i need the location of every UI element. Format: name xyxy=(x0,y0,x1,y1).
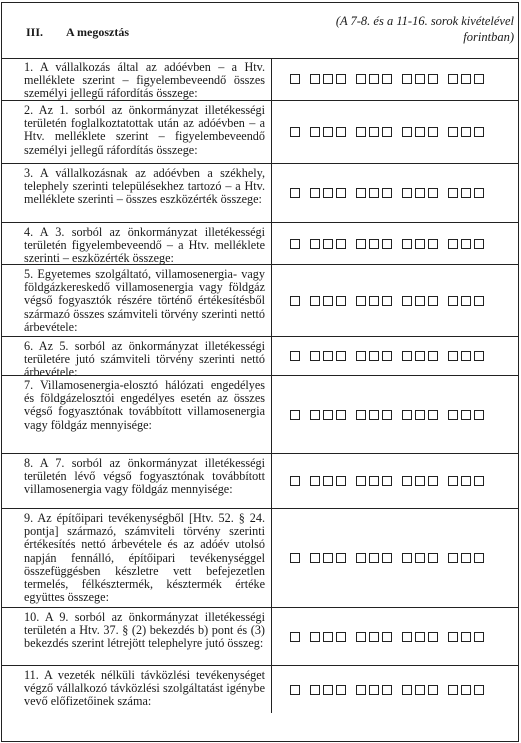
digit-box[interactable] xyxy=(310,685,320,695)
digit-box[interactable] xyxy=(382,553,392,563)
row-label-cell xyxy=(2,223,272,264)
digit-box[interactable] xyxy=(428,351,438,361)
digit-box[interactable] xyxy=(310,296,320,306)
row-label-cell xyxy=(2,608,272,665)
digit-box[interactable] xyxy=(382,632,392,642)
form-row xyxy=(2,509,518,608)
digit-box[interactable] xyxy=(290,188,300,198)
form-row xyxy=(2,337,518,380)
digit-box[interactable] xyxy=(428,476,438,486)
digit-box[interactable] xyxy=(415,410,425,420)
digit-box[interactable] xyxy=(461,685,471,695)
digit-box[interactable] xyxy=(415,296,425,306)
row-label-cell xyxy=(2,164,272,222)
form-section-iii xyxy=(1,2,519,742)
digit-box[interactable] xyxy=(382,188,392,198)
row-label: 3. A vállalkozásnak az adóévben a székhely, telephely szerinti településekhez tartozó – a Htv. melléklete szerinti – összes eszközérték összege: xyxy=(24,166,265,207)
digit-box[interactable] xyxy=(323,410,333,420)
digit-box[interactable] xyxy=(323,127,333,137)
digit-box[interactable] xyxy=(474,632,484,642)
digit-box[interactable] xyxy=(474,553,484,563)
digit-box[interactable] xyxy=(336,296,346,306)
digit-input-boxes xyxy=(290,350,487,362)
row-label-cell xyxy=(2,454,272,508)
digit-box[interactable] xyxy=(323,685,333,695)
section-number: III. xyxy=(26,25,44,39)
digit-box[interactable] xyxy=(448,685,458,695)
digit-box[interactable] xyxy=(369,188,379,198)
digit-box[interactable] xyxy=(369,685,379,695)
row-label: 8. A 7. sorból az önkormányzat illetékességi területén lévő végső fogyasztónak továbbított villamosenergia vagy földgáz mennyisége: xyxy=(24,456,265,497)
digit-box[interactable] xyxy=(369,632,379,642)
digit-box[interactable] xyxy=(402,553,412,563)
digit-box[interactable] xyxy=(461,410,471,420)
digit-box[interactable] xyxy=(415,632,425,642)
digit-box[interactable] xyxy=(448,188,458,198)
digit-box[interactable] xyxy=(290,296,300,306)
digit-box[interactable] xyxy=(336,188,346,198)
digit-box[interactable] xyxy=(402,296,412,306)
digit-box[interactable] xyxy=(415,553,425,563)
digit-box[interactable] xyxy=(415,74,425,84)
digit-box[interactable] xyxy=(336,410,346,420)
digit-box[interactable] xyxy=(415,239,425,249)
digit-box[interactable] xyxy=(290,685,300,695)
form-row xyxy=(2,376,518,454)
digit-box[interactable] xyxy=(448,296,458,306)
digit-box[interactable] xyxy=(382,296,392,306)
row-label: 6. Az 5. sorból az önkormányzat illetékességi területére jutó számviteli törvény szerinti nettó árbevétele: xyxy=(24,339,265,380)
digit-box[interactable] xyxy=(323,632,333,642)
row-label: 5. Egyetemes szolgáltató, villamosenergia- vagy földgázkereskedő villamosenergia vagy földgáz végső fogyasztók részére történő értékesítésből származó összes számviteli törvény szerinti nettó árbevétele: xyxy=(24,267,265,334)
digit-input-boxes xyxy=(290,73,487,85)
digit-box[interactable] xyxy=(382,685,392,695)
form-row xyxy=(2,666,518,713)
row-label-cell xyxy=(2,666,272,713)
form-row xyxy=(2,58,518,101)
digit-box[interactable] xyxy=(461,632,471,642)
digit-box[interactable] xyxy=(310,127,320,137)
row-label-cell xyxy=(2,265,272,336)
digit-box[interactable] xyxy=(428,239,438,249)
digit-box[interactable] xyxy=(323,476,333,486)
digit-box[interactable] xyxy=(323,74,333,84)
digit-box[interactable] xyxy=(290,410,300,420)
digit-box[interactable] xyxy=(448,74,458,84)
digit-box[interactable] xyxy=(310,553,320,563)
digit-box[interactable] xyxy=(356,553,366,563)
digit-box[interactable] xyxy=(356,685,366,695)
digit-box[interactable] xyxy=(336,74,346,84)
digit-box[interactable] xyxy=(336,632,346,642)
digit-box[interactable] xyxy=(310,632,320,642)
digit-box[interactable] xyxy=(382,476,392,486)
digit-box[interactable] xyxy=(356,127,366,137)
digit-box[interactable] xyxy=(310,188,320,198)
digit-box[interactable] xyxy=(415,685,425,695)
row-label-cell xyxy=(2,58,272,100)
digit-box[interactable] xyxy=(336,127,346,137)
digit-box[interactable] xyxy=(310,239,320,249)
digit-box[interactable] xyxy=(310,476,320,486)
digit-box[interactable] xyxy=(369,553,379,563)
digit-box[interactable] xyxy=(448,410,458,420)
digit-box[interactable] xyxy=(356,632,366,642)
digit-box[interactable] xyxy=(428,74,438,84)
digit-box[interactable] xyxy=(290,476,300,486)
digit-input-boxes xyxy=(290,295,487,307)
digit-box[interactable] xyxy=(290,127,300,137)
section-title: A megosztás xyxy=(66,25,129,39)
digit-box[interactable] xyxy=(323,553,333,563)
row-label-cell xyxy=(2,337,272,380)
digit-box[interactable] xyxy=(382,239,392,249)
row-label: 4. A 3. sorból az önkormányzat illetékességi területén figyelembeveendő – a Htv. melléklete szerinti – eszközérték összege: xyxy=(24,225,265,266)
digit-box[interactable] xyxy=(474,685,484,695)
digit-box[interactable] xyxy=(428,188,438,198)
digit-box[interactable] xyxy=(415,127,425,137)
digit-box[interactable] xyxy=(402,74,412,84)
digit-box[interactable] xyxy=(428,553,438,563)
digit-box[interactable] xyxy=(336,553,346,563)
form-row xyxy=(2,164,518,223)
row-label: 7. Villamosenergia-elosztó hálózati engedélyes és földgázelosztói engedélyes esetén az összes végső fogyasztónak továbbított villamosenergia vagy földgáz mennyisége: xyxy=(24,378,265,432)
digit-input-boxes xyxy=(290,552,487,564)
digit-box[interactable] xyxy=(369,74,379,84)
digit-input-boxes xyxy=(290,684,487,696)
digit-box[interactable] xyxy=(382,127,392,137)
digit-box[interactable] xyxy=(448,632,458,642)
digit-box[interactable] xyxy=(356,296,366,306)
digit-box[interactable] xyxy=(402,127,412,137)
digit-box[interactable] xyxy=(402,239,412,249)
digit-box[interactable] xyxy=(461,296,471,306)
digit-box[interactable] xyxy=(474,127,484,137)
row-label: 10. A 9. sorból az önkormányzat illetékességi területén a Htv. 37. § (2) bekezdés b) pont és (3) bekezdés szerint létrejött telephelyre jutó összeg: xyxy=(24,610,265,651)
digit-box[interactable] xyxy=(369,239,379,249)
digit-box[interactable] xyxy=(310,351,320,361)
digit-box[interactable] xyxy=(323,351,333,361)
section-header xyxy=(2,3,518,59)
digit-box[interactable] xyxy=(323,296,333,306)
digit-box[interactable] xyxy=(474,351,484,361)
digit-box[interactable] xyxy=(336,685,346,695)
row-label: 9. Az építőipari tevékenységből [Htv. 52. § 24. pontja] származó, számviteli törvény szerinti értékesítés nettó árbevétele és az adóév utolsó napján fennálló, építőipari tevékenységgel összefüggésben készletre vett befejezetlen termelés, félkésztermék, késztermék értéke együttes összege: xyxy=(24,511,265,605)
digit-box[interactable] xyxy=(448,127,458,137)
digit-box[interactable] xyxy=(290,553,300,563)
digit-box[interactable] xyxy=(402,188,412,198)
digit-box[interactable] xyxy=(290,632,300,642)
digit-box[interactable] xyxy=(402,632,412,642)
digit-box[interactable] xyxy=(310,74,320,84)
digit-box[interactable] xyxy=(290,74,300,84)
digit-box[interactable] xyxy=(428,632,438,642)
digit-box[interactable] xyxy=(369,127,379,137)
row-label: 2. Az 1. sorból az önkormányzat illetékességi területén foglalkoztatottak után az adóévben – a Htv. melléklete szerint – figyelembeveendő személyi jellegű ráfordítás összege: xyxy=(24,103,265,157)
digit-box[interactable] xyxy=(402,351,412,361)
digit-box[interactable] xyxy=(428,685,438,695)
digit-box[interactable] xyxy=(461,476,471,486)
digit-box[interactable] xyxy=(461,239,471,249)
digit-box[interactable] xyxy=(336,351,346,361)
row-label-cell xyxy=(2,101,272,163)
digit-box[interactable] xyxy=(448,553,458,563)
digit-input-boxes xyxy=(290,475,487,487)
digit-box[interactable] xyxy=(474,476,484,486)
digit-box[interactable] xyxy=(356,351,366,361)
digit-box[interactable] xyxy=(415,188,425,198)
digit-box[interactable] xyxy=(474,74,484,84)
digit-box[interactable] xyxy=(474,239,484,249)
digit-box[interactable] xyxy=(428,127,438,137)
row-label-cell xyxy=(2,509,272,607)
digit-box[interactable] xyxy=(369,476,379,486)
digit-box[interactable] xyxy=(323,188,333,198)
form-row xyxy=(2,101,518,164)
digit-box[interactable] xyxy=(382,351,392,361)
form-row xyxy=(2,454,518,509)
digit-box[interactable] xyxy=(474,188,484,198)
digit-box[interactable] xyxy=(448,239,458,249)
digit-box[interactable] xyxy=(356,188,366,198)
digit-box[interactable] xyxy=(356,410,366,420)
digit-input-boxes xyxy=(290,409,487,421)
digit-box[interactable] xyxy=(415,351,425,361)
digit-box[interactable] xyxy=(428,296,438,306)
digit-box[interactable] xyxy=(382,74,392,84)
digit-box[interactable] xyxy=(474,410,484,420)
digit-box[interactable] xyxy=(461,127,471,137)
digit-box[interactable] xyxy=(290,239,300,249)
digit-input-boxes xyxy=(290,187,487,199)
digit-box[interactable] xyxy=(428,410,438,420)
digit-box[interactable] xyxy=(461,74,471,84)
digit-box[interactable] xyxy=(461,553,471,563)
digit-box[interactable] xyxy=(461,188,471,198)
digit-box[interactable] xyxy=(461,351,471,361)
digit-box[interactable] xyxy=(382,410,392,420)
digit-box[interactable] xyxy=(474,296,484,306)
digit-box[interactable] xyxy=(336,476,346,486)
digit-box[interactable] xyxy=(369,410,379,420)
digit-input-boxes xyxy=(290,631,487,643)
digit-box[interactable] xyxy=(448,476,458,486)
digit-box[interactable] xyxy=(402,685,412,695)
digit-box[interactable] xyxy=(369,296,379,306)
digit-box[interactable] xyxy=(290,351,300,361)
digit-box[interactable] xyxy=(402,410,412,420)
digit-box[interactable] xyxy=(323,239,333,249)
form-row xyxy=(2,223,518,265)
row-label: 1. A vállalkozás által az adóévben – a Htv. melléklete szerint – figyelembeveendő összes személyi jellegű ráfordítás összege: xyxy=(24,60,265,101)
form-row xyxy=(2,265,518,337)
digit-box[interactable] xyxy=(356,239,366,249)
digit-box[interactable] xyxy=(356,74,366,84)
row-label: 11. A vezeték nélküli távközlési tevékenységet végző vállalkozó távközlési szolgáltatást igénybe vevő előfizetőinek száma: xyxy=(24,668,265,709)
digit-box[interactable] xyxy=(310,410,320,420)
form-row xyxy=(2,608,518,666)
digit-input-boxes xyxy=(290,126,487,138)
digit-input-boxes xyxy=(290,238,487,250)
digit-box[interactable] xyxy=(448,351,458,361)
digit-box[interactable] xyxy=(415,476,425,486)
digit-box[interactable] xyxy=(369,351,379,361)
digit-box[interactable] xyxy=(336,239,346,249)
row-label-cell xyxy=(2,376,272,453)
digit-box[interactable] xyxy=(402,476,412,486)
digit-box[interactable] xyxy=(356,476,366,486)
section-note: (A 7-8. és a 11-16. sorok kivételével forintban) xyxy=(335,14,514,44)
